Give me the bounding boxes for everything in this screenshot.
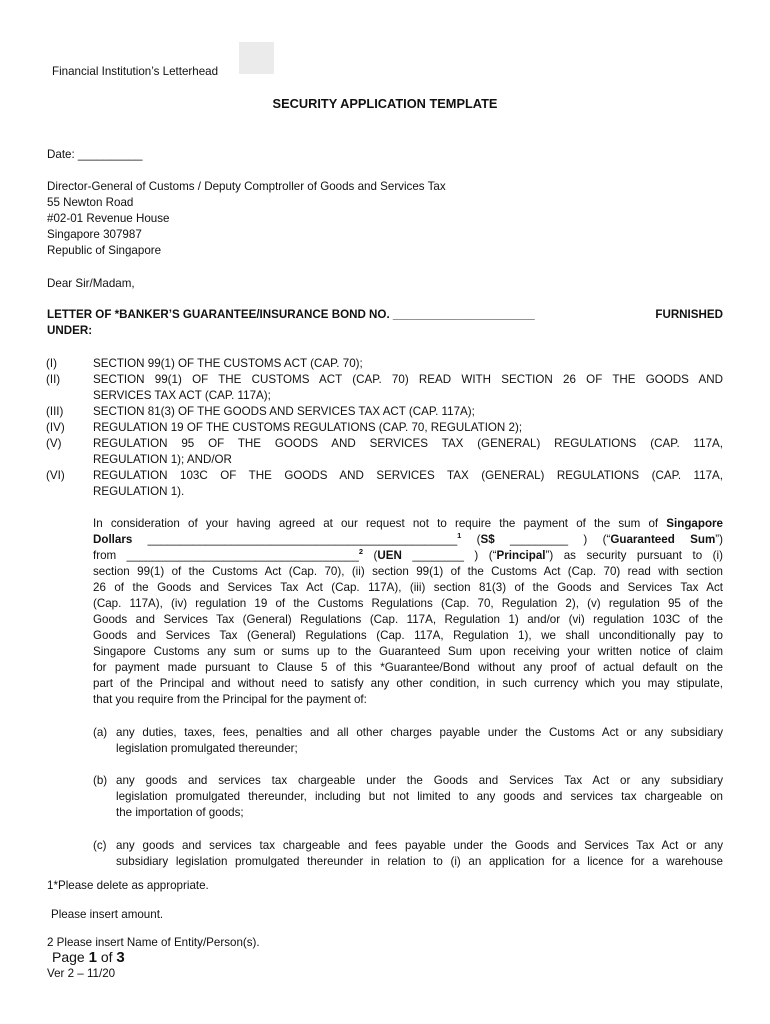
version-label: Ver 2 – 11/20 — [47, 967, 116, 980]
consideration-line — [93, 548, 723, 564]
recipient-address — [47, 179, 446, 259]
section-text: SECTION 81(3) OF THE GOODS AND SERVICES TAX ACT (CAP. 117A); — [93, 405, 475, 418]
consideration-line: 26 of the Goods and Services Tax Act (Cap. 117A), (iii) section 81(3) of the Goods and Services Tax Act — [93, 581, 723, 594]
consideration-line: Goods and Services Tax (General) Regulations (Cap. 117A, Regulation 1), we shall unconditionally pay to — [93, 629, 723, 642]
subject-line-right: FURNISHED — [655, 308, 723, 321]
item-text: any goods and services tax chargeable under the Goods and Services Tax Act or any subsidiary — [116, 774, 723, 787]
page-number — [52, 949, 125, 966]
consideration-line: for payment made pursuant to Clause 5 of this *Guarantee/Bond without any proof of actual default on the — [93, 661, 723, 674]
page-total: 3 — [116, 949, 125, 966]
text-run: ________ ) (“ — [401, 549, 497, 562]
text-run: ( — [461, 533, 481, 546]
item-text: any goods and services tax chargeable and fees payable under the Goods and Services Tax Act or any — [116, 839, 723, 852]
document-title: SECURITY APPLICATION TEMPLATE — [272, 96, 498, 111]
footnote-1-amount: Please insert amount. — [51, 908, 164, 921]
item-label: (a) — [93, 726, 108, 739]
address-line: 55 Newton Road — [47, 196, 134, 209]
section-text: REGULATION 103C OF THE GOODS AND SERVICES TAX (GENERAL) REGULATIONS (CAP. 117A, — [93, 469, 723, 482]
text-run: Singapore — [666, 517, 723, 530]
footnote-ref: 2 — [358, 547, 363, 557]
section-number: (I) — [46, 357, 57, 370]
section-number: (IV) — [46, 421, 65, 434]
text-run: ( — [362, 549, 378, 562]
section-number: (III) — [46, 405, 64, 418]
letterhead-label: Financial Institution’s Letterhead — [52, 65, 219, 78]
consideration-line: part of the Principal and without need to satisfy any other condition, in such currency which you may stipulate, — [93, 677, 723, 690]
text-run: Dollars — [93, 533, 133, 546]
subject-line-2: UNDER: — [47, 324, 93, 337]
section-number: (V) — [46, 437, 62, 450]
section-text: SECTION 99(1) OF THE CUSTOMS ACT (CAP. 70); — [93, 357, 363, 370]
consideration-line — [93, 516, 723, 532]
address-line: Singapore 307987 — [47, 228, 142, 241]
section-number: (VI) — [46, 469, 65, 482]
salutation: Dear Sir/Madam, — [47, 277, 135, 290]
consideration-line: Singapore Customs any sum or sums up to the Guaranteed Sum upon receiving your written notice of claim — [93, 645, 723, 658]
address-line: #02-01 Revenue House — [47, 212, 170, 225]
text-run: In consideration of your having agreed at our request not to require the payment of the sum of — [93, 517, 667, 530]
text-run: Principal — [496, 549, 546, 562]
section-number: (II) — [46, 373, 61, 386]
footnote-2: 2 Please insert Name of Entity/Person(s). — [47, 936, 260, 949]
consideration-line — [93, 532, 723, 548]
item-label: (c) — [93, 839, 107, 852]
text-run: _________ ) (“ — [494, 533, 611, 546]
consideration-line: that you require from the Principal for the payment of: — [93, 693, 367, 706]
subject-line-left: LETTER OF *BANKER’S GUARANTEE/INSURANCE BOND NO. ______________________ — [47, 308, 535, 321]
item-label: (b) — [93, 774, 108, 787]
footnote-ref: 1 — [457, 531, 462, 541]
item-text: legislation promulgated thereunder; — [116, 742, 298, 755]
item-text: legislation promulgated thereunder, including but not limited to any goods and services tax chargeable on — [116, 790, 723, 803]
consideration-line: (Cap. 117A), (iv) regulation 19 of the Customs Regulations (Cap. 70, Regulation 2), (v) regulation 95 of the — [93, 597, 723, 610]
section-text: REGULATION 19 OF THE CUSTOMS REGULATIONS (CAP. 70, REGULATION 2); — [93, 421, 523, 434]
page-current: 1 — [88, 949, 97, 966]
address-line: Director-General of Customs / Deputy Comptroller of Goods and Services Tax — [47, 180, 446, 193]
subject-heading — [47, 307, 723, 339]
page-label: Page — [52, 949, 89, 965]
section-text: SERVICES TAX ACT (CAP. 117A); — [93, 389, 271, 402]
date-line: Date: __________ — [47, 148, 143, 161]
section-text: REGULATION 1). — [93, 485, 185, 498]
text-run: Guaranteed Sum — [610, 533, 716, 546]
item-text: any duties, taxes, fees, penalties and all other charges payable under the Customs Act or any subsidiary — [116, 726, 723, 739]
consideration-paragraph — [93, 516, 723, 708]
section-text: REGULATION 95 OF THE GOODS AND SERVICES TAX (GENERAL) REGULATIONS (CAP. 117A, — [93, 437, 723, 450]
section-text: REGULATION 1); AND/OR — [93, 453, 232, 466]
text-run: UEN — [377, 549, 402, 562]
text-run: ”) as security pursuant to (i) — [545, 549, 723, 562]
text-run: S$ — [480, 533, 495, 546]
text-run: from ____________________________________ — [93, 549, 359, 562]
footnote-1: 1*Please delete as appropriate. — [47, 879, 209, 892]
letterhead-logo-placeholder — [239, 42, 274, 74]
text-run: ________________________________________________ — [132, 533, 458, 546]
page-of: of — [96, 949, 117, 965]
item-text: the importation of goods; — [116, 806, 244, 819]
section-text: SECTION 99(1) OF THE CUSTOMS ACT (CAP. 70) READ WITH SECTION 26 OF THE GOODS AND — [93, 373, 723, 386]
text-run: ”) — [715, 533, 723, 546]
consideration-line: section 99(1) of the Customs Act (Cap. 70), (ii) section 99(1) of the Customs Act (Cap. 70) read with section — [93, 565, 723, 578]
address-line: Republic of Singapore — [47, 244, 162, 257]
consideration-line: Goods and Services Tax (General) Regulations (Cap. 117A, Regulation 1) and/or (vi) regulation 103C of the — [93, 613, 723, 626]
item-text: subsidiary legislation promulgated thereunder in relation to (i) an application for a licence for a warehouse — [116, 855, 723, 868]
